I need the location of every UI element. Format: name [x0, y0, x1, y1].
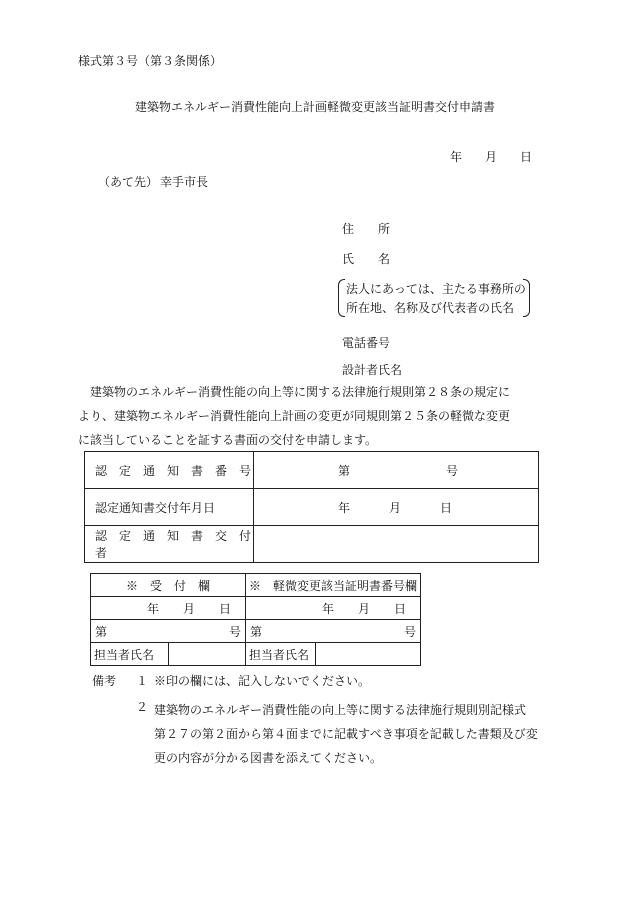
reception-number-suffix: 号 [228, 624, 241, 639]
certificate-date-day: 日 [393, 601, 406, 616]
applicant-phone-label: 電話番号 [342, 336, 391, 350]
reception-staff-field[interactable] [169, 643, 246, 666]
cert-date-label: 認定通知書交付年月日 [85, 489, 254, 526]
cert-date-year: 年 [338, 500, 351, 515]
body-line: に該当していることを証する書面の交付を申請します。 [78, 433, 378, 447]
cert-issuer-field[interactable] [254, 526, 539, 563]
request-body [78, 380, 556, 452]
cert-date-month: 月 [388, 500, 401, 515]
cert-number-suffix: 号 [445, 463, 458, 478]
cert-date-field[interactable] [254, 489, 539, 526]
cert-number-prefix: 第 [338, 463, 351, 478]
reception-number-prefix: 第 [95, 624, 108, 639]
corporate-note-bracket [338, 279, 530, 317]
table-row [85, 489, 539, 526]
note-1-text: ※印の欄には、記入しないでください。 [154, 674, 371, 688]
note-2-number: ２ [136, 700, 149, 714]
document-title: 建築物エネルギー消費性能向上計画軽微変更該当証明書交付申請書 [134, 100, 495, 114]
note-2-line: 建築物のエネルギー消費性能の向上等に関する法律施行規則別記様式 [154, 703, 527, 717]
form-number: 様式第３号（第３条関係） [78, 54, 223, 68]
applicant-name-label: 氏 名 [342, 252, 391, 266]
note-2-line: 更の内容が分かる図書を添えてください。 [154, 751, 383, 765]
cert-number-label: 認 定 通 知 書 番 号 [85, 452, 254, 489]
reception-date-month: 月 [182, 601, 195, 616]
table-row [91, 620, 421, 643]
certificate-staff-field[interactable] [316, 643, 421, 666]
certificate-number-field[interactable] [246, 620, 421, 643]
notes-label: 備考 [92, 674, 117, 688]
reception-date-year: 年 [147, 601, 160, 616]
cert-date-day: 日 [439, 500, 452, 515]
body-line: より、建築物エネルギー消費性能向上計画の変更が同規則第２５条の軽微な変更 [78, 409, 511, 423]
reception-staff-label: 担当者氏名 [91, 643, 169, 666]
note-1-number: １ [136, 674, 149, 688]
office-use-table [90, 573, 421, 666]
table-row [91, 643, 421, 666]
certificate-number-header: ※ 軽微変更該当証明書番号欄 [246, 574, 421, 597]
certificate-number-suffix: 号 [403, 624, 416, 639]
corporate-note-line1: 法人にあっては、主たる事務所の [346, 282, 526, 296]
reception-number-field[interactable] [91, 620, 246, 643]
table-row [85, 526, 539, 563]
certificate-staff-label: 担当者氏名 [246, 643, 316, 666]
right-bracket [523, 279, 530, 317]
certificate-date-month: 月 [357, 601, 370, 616]
note-2-line: 第２７の第２面から第４面までに記載すべき事項を記載した書類及び変 [154, 727, 538, 741]
applicant-address-label: 住 所 [342, 222, 391, 236]
certificate-number-prefix: 第 [250, 624, 263, 639]
date-day-label: 日 [520, 150, 533, 164]
reception-date-field[interactable] [91, 597, 246, 620]
reception-header: ※ 受 付 欄 [91, 574, 246, 597]
table-row [85, 452, 539, 489]
body-line: 建築物のエネルギー消費性能の向上等に関する法律施行規則第２８条の規定に [78, 385, 511, 399]
certification-table [84, 451, 539, 563]
date-month-label: 月 [485, 150, 498, 164]
table-row [91, 574, 421, 597]
left-bracket [338, 279, 345, 317]
cert-number-field[interactable] [254, 452, 539, 489]
cert-issuer-label: 認 定 通 知 書 交 付 者 [85, 526, 254, 563]
addressee-label: （あて先） [98, 175, 159, 189]
certificate-date-year: 年 [322, 601, 335, 616]
date-year-label: 年 [450, 150, 463, 164]
addressee-name: 幸手市長 [160, 175, 209, 189]
certificate-date-field[interactable] [246, 597, 421, 620]
note-2-text [154, 698, 538, 770]
table-row [91, 597, 421, 620]
reception-date-day: 日 [218, 601, 231, 616]
corporate-note-line2: 所在地、名称及び代表者の氏名 [346, 301, 515, 315]
designer-name-label: 設計者氏名 [342, 363, 403, 377]
